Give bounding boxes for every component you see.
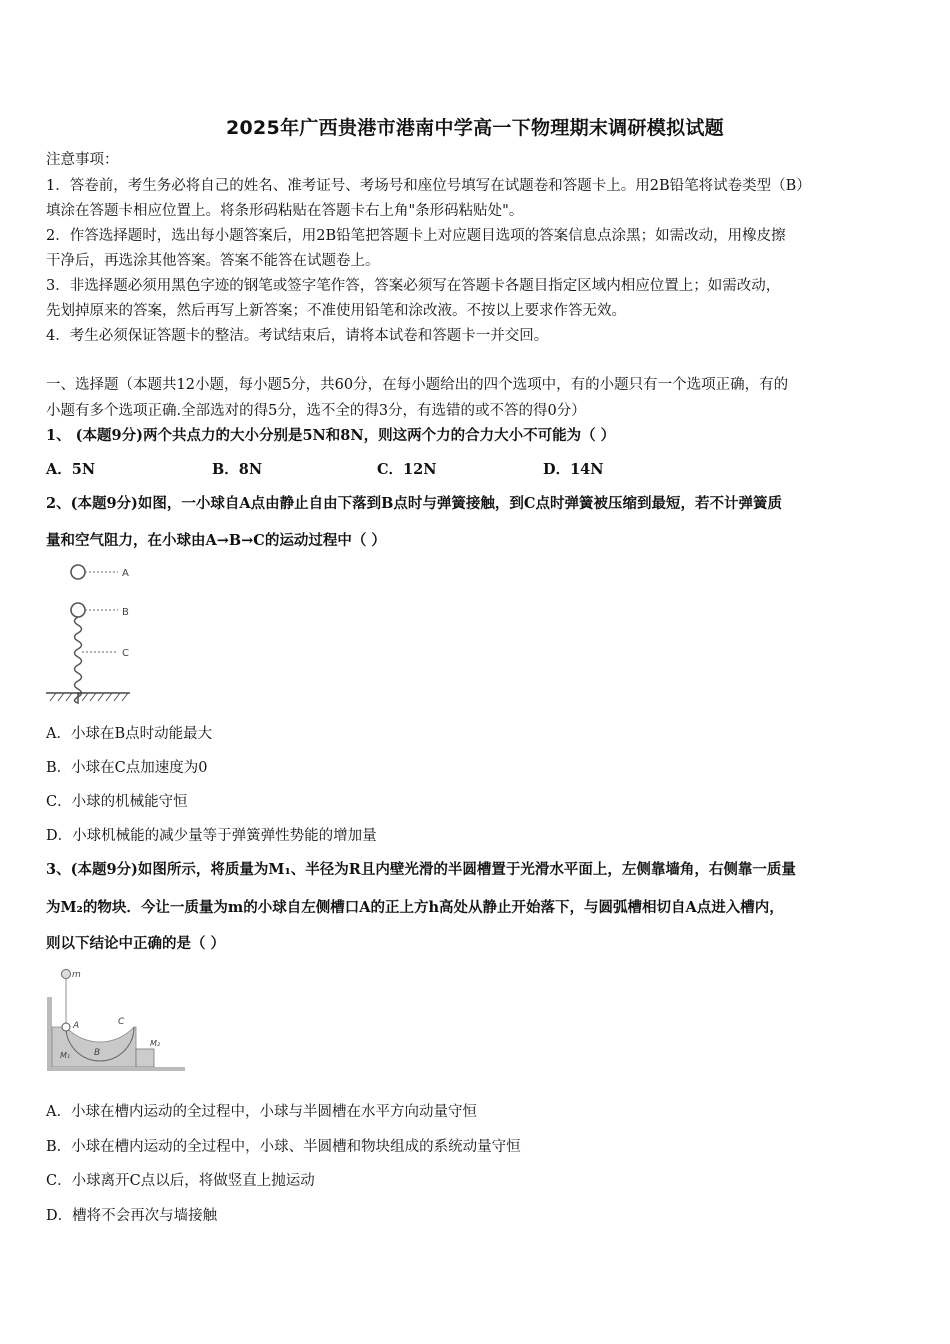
- q3-option-c: C．小球离开C点以后，将做竖直上抛运动: [46, 1173, 315, 1189]
- q2-stem-line-1: 2、(本题9分)如图，一小球自A点由静止自由下落到B点时与弹簧接触，到C点时弹簧被压缩到最短，若不计弹簧质: [46, 495, 782, 512]
- q3-stem-line-1: 3、(本题9分)如图所示，将质量为M₁、半径为R且内壁光滑的半圆槽置于光滑水平面上，左侧靠墙角，右侧靠一质量: [46, 861, 796, 878]
- wall: [47, 997, 52, 1071]
- notice-line-1: 1．答卷前，考生务必将自己的姓名、准考证号、考场号和座位号填写在试题卷和答题卡上。用2B铅笔将试卷类型（B）: [46, 178, 811, 194]
- notice-line-5: 3．非选择题必须用黑色字迹的钢笔或签字笔作答，答案必须写在答题卡各题目指定区域内相应位置上；如需改动，: [46, 278, 781, 294]
- ball-a-icon: [71, 565, 85, 579]
- label-m: m: [72, 970, 81, 980]
- notice-line-6: 先划掉原来的答案，然后再写上新答案；不准使用铅笔和涂改液。不按以上要求作答无效。: [46, 303, 626, 319]
- q3-stem-line-3: 则以下结论中正确的是（ ）: [46, 935, 226, 952]
- label-a: A: [73, 1021, 80, 1031]
- notice-line-4: 干净后，再选涂其他答案。答案不能答在试题卷上。: [46, 253, 380, 269]
- q1-option-d: D．14N: [543, 461, 604, 478]
- label-b: B: [122, 607, 129, 618]
- ground-hatch: [50, 693, 128, 701]
- q1-option-b: B．8N: [212, 461, 263, 478]
- notice-line-3: 2．作答选择题时，选出每小题答案后，用2B铅笔把答题卡上对应题目选项的答案信息点涂黑；如需改动，用橡皮擦: [46, 228, 786, 244]
- notice-line-2: 填涂在答题卡相应位置上。将条形码粘贴在答题卡右上角"条形码粘贴处"。: [46, 203, 524, 219]
- q3-option-a: A．小球在槽内运动的全过程中，小球与半圆槽在水平方向动量守恒: [46, 1104, 477, 1120]
- label-c: C: [118, 1017, 125, 1027]
- section-line-1: 一、选择题（本题共12小题，每小题5分，共60分，在每小题给出的四个选项中，有的小题只有一个选项正确，有的: [46, 377, 789, 393]
- q3-stem-line-2: 为M₂的物块．今让一质量为m的小球自左侧槽口A的正上方h高处从静止开始落下，与圆弧槽相切自A点进入槽内，: [46, 899, 784, 916]
- notice-heading: 注意事项：: [46, 152, 119, 168]
- q2-option-c: C．小球的机械能守恒: [46, 794, 188, 810]
- ball-a-icon: [62, 1023, 70, 1031]
- ball-m-icon: [62, 970, 71, 979]
- q1-stem: 1、 (本题9分)两个共点力的大小分别是5N和8N，则这两个力的合力大小不可能为（ ）: [46, 427, 616, 444]
- spring-icon: [75, 617, 82, 703]
- ball-b-icon: [71, 603, 85, 617]
- page-title: 2025年广西贵港市港南中学高一下物理期末调研模拟试题: [226, 117, 724, 139]
- label-a: A: [122, 568, 129, 579]
- floor: [47, 1067, 185, 1071]
- q2-option-b: B．小球在C点加速度为0: [46, 760, 208, 776]
- label-m1: M₁: [60, 1051, 71, 1060]
- block-m2: [136, 1049, 154, 1067]
- half-groove-figure: [44, 965, 189, 1075]
- spring-ball-figure: [44, 560, 144, 708]
- q2-stem-line-2: 量和空气阻力，在小球由A→B→C的运动过程中（ ）: [46, 532, 386, 549]
- label-m2: M₂: [150, 1039, 161, 1048]
- q1-option-c: C．12N: [377, 461, 437, 478]
- q3-option-b: B．小球在槽内运动的全过程中，小球、半圆槽和物块组成的系统动量守恒: [46, 1139, 521, 1155]
- q3-option-d: D．槽将不会再次与墙接触: [46, 1208, 218, 1224]
- section-line-2: 小题有多个选项正确.全部选对的得5分，选不全的得3分，有选错的或不答的得0分）: [46, 403, 586, 419]
- notice-line-7: 4．考生必须保证答题卡的整洁。考试结束后，请将本试卷和答题卡一并交回。: [46, 328, 549, 344]
- q2-option-a: A．小球在B点时动能最大: [46, 726, 213, 742]
- q1-option-a: A．5N: [46, 461, 96, 478]
- q2-option-d: D．小球机械能的减少量等于弹簧弹性势能的增加量: [46, 828, 377, 844]
- label-c: C: [122, 648, 129, 659]
- label-b: B: [94, 1048, 101, 1058]
